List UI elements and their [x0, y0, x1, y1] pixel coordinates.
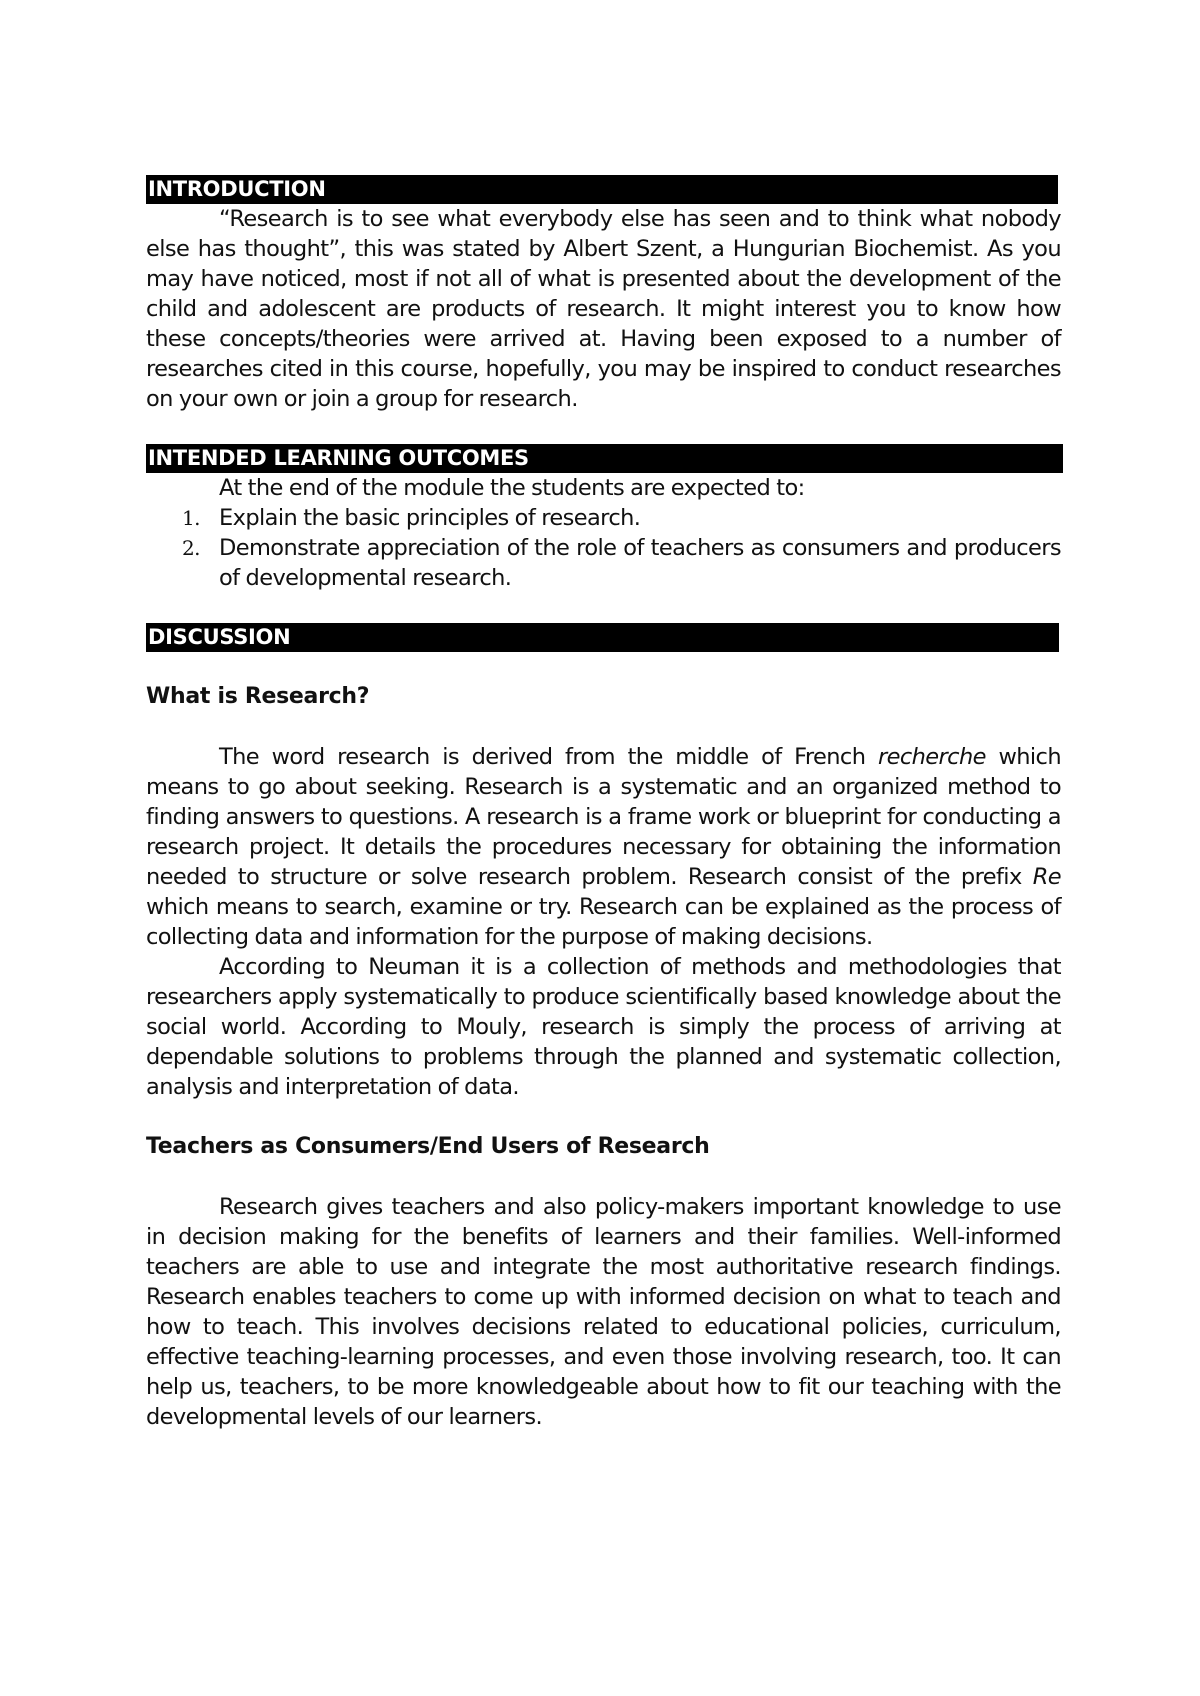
introduction-section	[146, 175, 1061, 414]
introduction-heading: INTRODUCTION	[146, 175, 1058, 204]
what-is-research-paragraph-2: According to Neuman it is a collection of methods and methodologies that researchers apply systematically to produce scientifically based knowledge about the social world. According to Mouly, research is simply the process of arriving at dependable solutions to problems through the planned and systematic collection, analysis and interpretation of data.	[146, 954, 1061, 1100]
outcomes-section	[146, 444, 1061, 593]
teachers-consumers-paragraph: Research gives teachers and also policy-makers important knowledge to use in decision making for the benefits of learners and their families. Well-informed teachers are able to use and integrate the most authoritative research findings. Research enables teachers to come up with informed decision on what to teach and how to teach. This involves decisions related to educational policies, curriculum, effective teaching-learning processes, and even those involving research, too. It can help us, teachers, to be more knowledgeable about how to fit our teaching with the developmental levels of our learners.	[146, 1194, 1061, 1430]
outcome-text: Demonstrate appreciation of the role of teachers as consumers and producers of developmental research.	[219, 535, 1061, 591]
outcomes-heading: INTENDED LEARNING OUTCOMES	[146, 444, 1063, 473]
outcome-item	[146, 503, 1061, 533]
teachers-consumers-title: Teachers as Consumers/End Users of Research	[146, 1134, 710, 1159]
outcome-number: 2.	[182, 536, 200, 560]
outcome-number: 1.	[182, 506, 200, 530]
outcomes-list	[146, 503, 1061, 593]
what-is-research-paragraph-1	[146, 742, 1061, 952]
text-run: which means to search, examine or try. Research can be explained as the process of collecting data and information for the purpose of making decisions.	[146, 894, 1061, 950]
what-is-research-title: What is Research?	[146, 684, 370, 709]
text-run: The word research is derived from the middle of French	[219, 744, 878, 770]
term-recherche: recherche	[877, 744, 986, 770]
introduction-paragraph: “Research is to see what everybody else has seen and to think what nobody else has thought”, this was stated by Albert Szent, a Hungurian Biochemist. As you may have noticed, most if not all of what is presented about the development of the child and adolescent are products of research. It might interest you to know how these concepts/theories were arrived at. Having been exposed to a number of researches cited in this course, hopefully, you may be inspired to conduct researches on your own or join a group for research.	[146, 206, 1061, 412]
discussion-section	[146, 623, 1061, 1432]
outcomes-lead: At the end of the module the students are expected to:	[219, 475, 805, 501]
outcome-text: Explain the basic principles of research.	[219, 505, 641, 531]
outcome-item	[146, 533, 1061, 593]
term-prefix-re: Re	[1032, 864, 1061, 890]
document-page	[146, 175, 1061, 1432]
text-run: which means to go about seeking. Research is a systematic and an organized method to finding answers to questions. A research is a frame work or blueprint for conducting a research project. It details the procedures necessary for obtaining the information needed to structure or solve research problem. Research consist of the prefix	[146, 744, 1061, 890]
discussion-heading: DISCUSSION	[146, 623, 1059, 652]
